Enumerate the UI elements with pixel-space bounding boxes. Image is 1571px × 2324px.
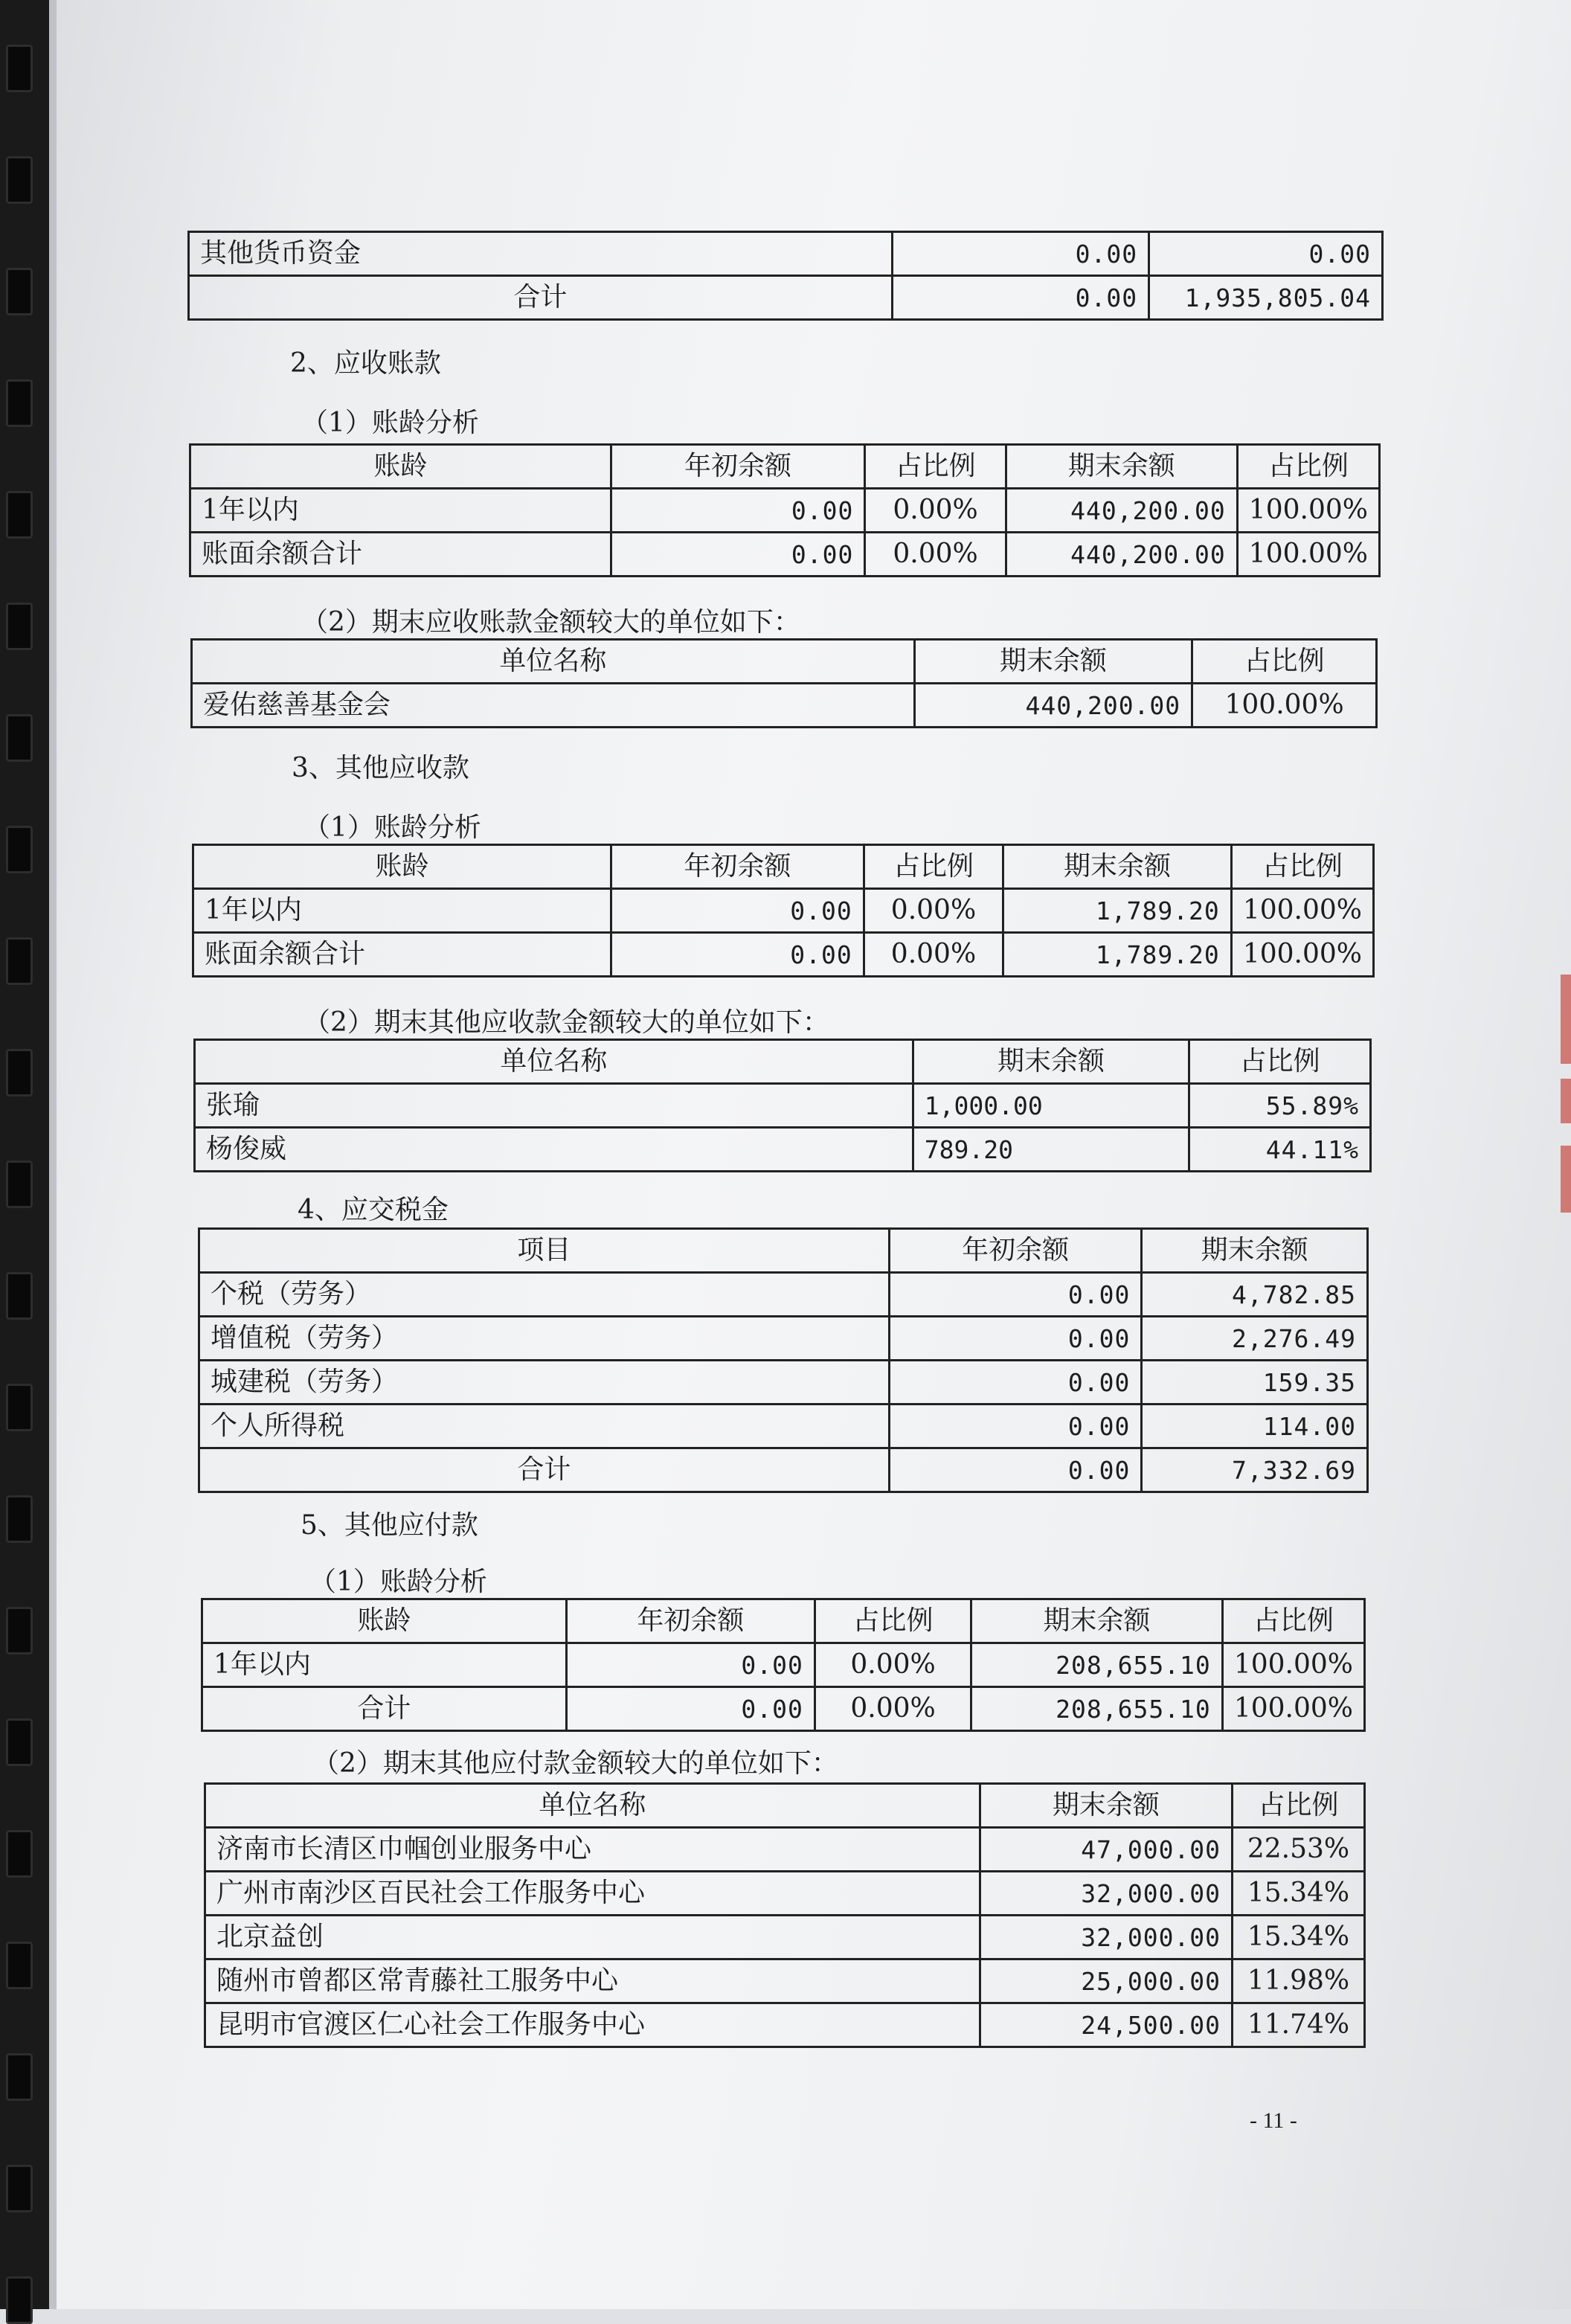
binding-ring [6, 2053, 33, 2101]
aging-cell: 1年以内 [190, 489, 611, 533]
red-seal-fragment [1561, 975, 1571, 1064]
column-header: 占比例 [1192, 640, 1377, 684]
header-row [192, 640, 1377, 684]
subsection-title: （1）账龄分析 [301, 408, 479, 438]
red-seal-fragment [1561, 1079, 1571, 1123]
unit-name: 广州市南沙区百民社会工作服务中心 [205, 1872, 980, 1916]
binding-ring [6, 2165, 33, 2212]
begin-balance: 0.00 [889, 1405, 1141, 1448]
column-header: 单位名称 [192, 640, 915, 684]
page-number: - 11 - [1250, 2108, 1297, 2133]
end-ratio: 100.00% [1222, 1643, 1364, 1687]
column-header: 年初余额 [611, 845, 864, 889]
column-header: 单位名称 [205, 1784, 980, 1828]
end-balance: 7,332.69 [1142, 1448, 1368, 1492]
item-name: 其他货币资金 [189, 232, 893, 276]
column-header: 占比例 [815, 1599, 971, 1643]
unit-name: 张瑜 [195, 1084, 913, 1128]
table-row [195, 1128, 1371, 1172]
end-balance: 47,000.00 [980, 1828, 1232, 1872]
tax-item: 城建税（劳务） [199, 1361, 890, 1405]
aging-cell: 账面余额合计 [190, 533, 611, 577]
end-balance: 2,276.49 [1142, 1317, 1368, 1361]
other-receivables-aging-table [192, 844, 1375, 978]
column-header: 占比例 [1233, 1784, 1365, 1828]
column-header: 占比例 [1237, 445, 1379, 489]
binding-ring [6, 1942, 33, 1989]
end-balance: 1,789.20 [1003, 889, 1232, 933]
begin-balance: 0.00 [611, 533, 865, 577]
column-header: 年初余额 [611, 445, 865, 489]
table-row [199, 1405, 1368, 1448]
other-payables-units-table [204, 1782, 1366, 2048]
begin-balance: 0.00 [889, 1273, 1141, 1317]
table-row [205, 1916, 1365, 1959]
column-header: 期末余额 [980, 1784, 1232, 1828]
binding-ring [6, 1049, 33, 1097]
binding-ring [6, 714, 33, 762]
begin-balance: 0.00 [611, 489, 865, 533]
column-header: 期末余额 [913, 1040, 1189, 1084]
column-header: 占比例 [1222, 1599, 1364, 1643]
binding-ring [6, 826, 33, 873]
begin-ratio: 0.00% [864, 933, 1003, 977]
tax-item: 增值税（劳务） [199, 1317, 890, 1361]
binding-ring [6, 603, 33, 650]
end-ratio: 100.00% [1237, 489, 1379, 533]
end-balance: 440,200.00 [1006, 533, 1237, 577]
end-balance: 789.20 [913, 1128, 1189, 1172]
paper-edge [49, 0, 57, 2309]
end-balance: 25,000.00 [980, 1959, 1232, 2003]
binding-ring [6, 268, 33, 315]
header-row [190, 445, 1380, 489]
column-header: 账龄 [202, 1599, 567, 1643]
ratio: 15.34% [1233, 1872, 1365, 1916]
end-balance: 208,655.10 [971, 1687, 1223, 1731]
subsection-title: （1）账龄分析 [309, 1567, 487, 1597]
column-header: 占比例 [1189, 1040, 1371, 1084]
column-header: 账龄 [190, 445, 611, 489]
ratio: 22.53% [1233, 1828, 1365, 1872]
end-balance: 4,782.85 [1142, 1273, 1368, 1317]
table-row [189, 276, 1383, 320]
table-row [205, 1828, 1365, 1872]
end-balance: 159.35 [1142, 1361, 1368, 1405]
table-row [199, 1361, 1368, 1405]
table-row [189, 232, 1383, 276]
table-row [205, 2003, 1365, 2047]
binding-ring [6, 1161, 33, 1208]
receivables-units-table [190, 638, 1378, 728]
subsection-title: （2）期末应收账款金额较大的单位如下： [301, 607, 800, 638]
begin-balance: 0.00 [566, 1687, 815, 1731]
unit-name: 北京益创 [205, 1916, 980, 1959]
unit-name: 爱佑慈善基金会 [192, 684, 915, 728]
table-row [205, 1872, 1365, 1916]
begin-ratio: 0.00% [864, 889, 1003, 933]
binding-ring [6, 379, 33, 427]
header-row [205, 1784, 1365, 1828]
column-header: 项目 [199, 1229, 890, 1273]
unit-name: 济南市长清区巾帼创业服务中心 [205, 1828, 980, 1872]
table-row [199, 1273, 1368, 1317]
ratio: 11.98% [1233, 1959, 1365, 2003]
ratio: 55.89% [1189, 1084, 1371, 1128]
section-title: 5、其他应付款 [301, 1510, 478, 1541]
binding-ring [6, 1607, 33, 1654]
end-balance: 440,200.00 [914, 684, 1192, 728]
table-row [202, 1687, 1365, 1731]
cash-table [187, 231, 1384, 321]
begin-balance: 0.00 [889, 1361, 1141, 1405]
end-balance: 440,200.00 [1006, 489, 1237, 533]
table-row [199, 1317, 1368, 1361]
end-ratio: 100.00% [1237, 533, 1379, 577]
column-header: 年初余额 [566, 1599, 815, 1643]
begin-ratio: 0.00% [865, 533, 1006, 577]
section-title: 3、其他应收款 [292, 753, 469, 783]
end-ratio: 100.00% [1222, 1687, 1364, 1731]
begin-balance: 0.00 [566, 1643, 815, 1687]
column-header: 单位名称 [195, 1040, 913, 1084]
table-row [205, 1959, 1365, 2003]
table-row [190, 489, 1380, 533]
ratio: 44.11% [1189, 1128, 1371, 1172]
end-ratio: 100.00% [1231, 889, 1373, 933]
binding-ring [6, 45, 33, 92]
table-row [202, 1643, 1365, 1687]
binding-ring [6, 1718, 33, 1766]
ratio: 15.34% [1233, 1916, 1365, 1959]
begin-balance: 0.00 [892, 276, 1148, 320]
table-row [193, 933, 1374, 977]
begin-balance: 0.00 [611, 933, 864, 977]
begin-ratio: 0.00% [815, 1687, 971, 1731]
end-balance: 24,500.00 [980, 2003, 1232, 2047]
column-header: 占比例 [865, 445, 1006, 489]
column-header: 期末余额 [1142, 1229, 1368, 1273]
binding-ring [6, 937, 33, 985]
end-balance: 1,000.00 [913, 1084, 1189, 1128]
aging-cell: 1年以内 [202, 1643, 567, 1687]
begin-ratio: 0.00% [865, 489, 1006, 533]
column-header: 期末余额 [971, 1599, 1223, 1643]
tax-item: 个税（劳务） [199, 1273, 890, 1317]
column-header: 占比例 [1231, 845, 1373, 889]
column-header: 占比例 [864, 845, 1003, 889]
section-title: 4、应交税金 [298, 1195, 449, 1225]
end-balance: 208,655.10 [971, 1643, 1223, 1687]
end-balance: 114.00 [1142, 1405, 1368, 1448]
ratio: 100.00% [1192, 684, 1377, 728]
binding-ring [6, 491, 33, 539]
total-label: 合计 [189, 276, 893, 320]
end-ratio: 100.00% [1231, 933, 1373, 977]
spiral-binding [0, 0, 52, 2309]
subsection-title: （2）期末其他应付款金额较大的单位如下： [312, 1748, 838, 1779]
column-header: 期末余额 [914, 640, 1192, 684]
begin-balance: 0.00 [892, 232, 1148, 276]
aging-cell: 1年以内 [193, 889, 611, 933]
column-header: 期末余额 [1003, 845, 1232, 889]
binding-ring [6, 1272, 33, 1320]
end-balance: 32,000.00 [980, 1872, 1232, 1916]
binding-ring [6, 1384, 33, 1431]
binding-ring [6, 1495, 33, 1543]
binding-ring [6, 1830, 33, 1878]
red-seal-fragment [1561, 1146, 1571, 1213]
other-receivables-units-table [193, 1039, 1372, 1172]
begin-balance: 0.00 [889, 1317, 1141, 1361]
binding-ring [6, 2276, 33, 2324]
end-balance: 1,935,805.04 [1149, 276, 1383, 320]
table-row [190, 533, 1380, 577]
column-header: 期末余额 [1006, 445, 1237, 489]
total-label: 合计 [202, 1687, 567, 1731]
begin-ratio: 0.00% [815, 1643, 971, 1687]
ratio: 11.74% [1233, 2003, 1365, 2047]
header-row [193, 845, 1374, 889]
tax-item: 个人所得税 [199, 1405, 890, 1448]
header-row [195, 1040, 1371, 1084]
begin-balance: 0.00 [889, 1448, 1141, 1492]
other-payables-aging-table [201, 1598, 1366, 1732]
column-header: 账龄 [193, 845, 611, 889]
section-title: 2、应收账款 [290, 348, 441, 379]
header-row [202, 1599, 1365, 1643]
unit-name: 杨俊威 [195, 1128, 913, 1172]
end-balance: 32,000.00 [980, 1916, 1232, 1959]
taxes-payable-table [198, 1227, 1369, 1493]
total-label: 合计 [199, 1448, 890, 1492]
end-balance: 1,789.20 [1003, 933, 1232, 977]
binding-ring [6, 156, 33, 204]
column-header: 年初余额 [889, 1229, 1141, 1273]
table-row [193, 889, 1374, 933]
aging-cell: 账面余额合计 [193, 933, 611, 977]
subsection-title: （2）期末其他应收款金额较大的单位如下： [303, 1007, 829, 1038]
table-row [192, 684, 1377, 728]
table-row [199, 1448, 1368, 1492]
subsection-title: （1）账龄分析 [303, 812, 481, 843]
header-row [199, 1229, 1368, 1273]
begin-balance: 0.00 [611, 889, 864, 933]
table-row [195, 1084, 1371, 1128]
receivables-aging-table [189, 443, 1381, 577]
end-balance: 0.00 [1149, 232, 1383, 276]
unit-name: 随州市曾都区常青藤社工服务中心 [205, 1959, 980, 2003]
unit-name: 昆明市官渡区仁心社会工作服务中心 [205, 2003, 980, 2047]
